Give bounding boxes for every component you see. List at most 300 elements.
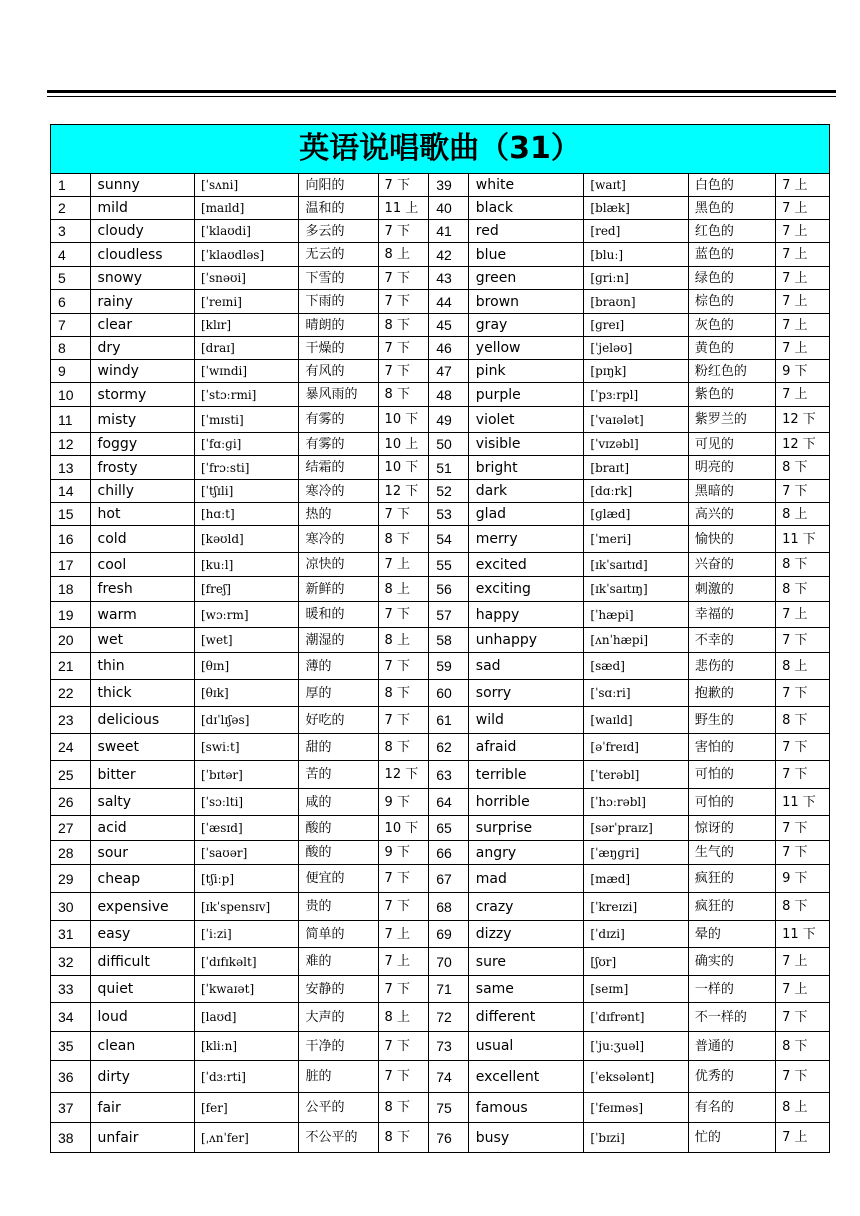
right-grade-cell: 7 下 bbox=[776, 1061, 830, 1093]
right-meaning-cell: 红色的 bbox=[688, 220, 775, 243]
right-grade-cell: 8 上 bbox=[776, 653, 830, 680]
right-word-cell: famous bbox=[468, 1093, 584, 1123]
right-grade-cell: 7 上 bbox=[776, 383, 830, 407]
right-grade-cell: 7 下 bbox=[776, 680, 830, 707]
right-index-cell: 49 bbox=[429, 407, 469, 433]
left-index-cell: 38 bbox=[51, 1123, 91, 1153]
left-phonetic-cell: [ˈsɔːlti] bbox=[195, 789, 299, 816]
table-row bbox=[51, 734, 830, 761]
left-phonetic-cell: [laʊd] bbox=[195, 1003, 299, 1032]
left-index-cell: 8 bbox=[51, 337, 91, 360]
left-index-cell: 31 bbox=[51, 921, 91, 948]
left-word-cell: loud bbox=[90, 1003, 194, 1032]
right-phonetic-cell: [ˈpɜːrpl] bbox=[584, 383, 688, 407]
left-phonetic-cell: [swiːt] bbox=[195, 734, 299, 761]
left-grade-cell: 7 下 bbox=[378, 267, 429, 290]
left-grade-cell: 7 下 bbox=[378, 1032, 429, 1061]
table-row bbox=[51, 290, 830, 314]
right-meaning-cell: 蓝色的 bbox=[688, 243, 775, 267]
left-word-cell: delicious bbox=[90, 707, 194, 734]
left-word-cell: snowy bbox=[90, 267, 194, 290]
right-index-cell: 67 bbox=[429, 865, 469, 893]
right-index-cell: 50 bbox=[429, 433, 469, 456]
left-word-cell: wet bbox=[90, 628, 194, 653]
left-grade-cell: 8 下 bbox=[378, 383, 429, 407]
right-index-cell: 54 bbox=[429, 526, 469, 553]
left-phonetic-cell: [kliːn] bbox=[195, 1032, 299, 1061]
header-rule-thick bbox=[47, 90, 836, 93]
left-phonetic-cell: [tʃiːp] bbox=[195, 865, 299, 893]
right-word-cell: sorry bbox=[468, 680, 584, 707]
right-word-cell: exciting bbox=[468, 577, 584, 602]
left-word-cell: sour bbox=[90, 841, 194, 865]
left-grade-cell: 8 下 bbox=[378, 1123, 429, 1153]
right-index-cell: 52 bbox=[429, 480, 469, 503]
table-row bbox=[51, 707, 830, 734]
table-row bbox=[51, 383, 830, 407]
right-phonetic-cell: [braɪt] bbox=[584, 456, 688, 480]
left-index-cell: 16 bbox=[51, 526, 91, 553]
table-row bbox=[51, 893, 830, 921]
right-phonetic-cell: [ˈhɔːrəbl] bbox=[584, 789, 688, 816]
table-row bbox=[51, 948, 830, 976]
page-title: 英语说唱歌曲（31） bbox=[51, 125, 830, 174]
left-phonetic-cell: [ˈklaʊdi] bbox=[195, 220, 299, 243]
right-meaning-cell: 粉红色的 bbox=[688, 360, 775, 383]
right-phonetic-cell: [waɪt] bbox=[584, 174, 688, 197]
right-index-cell: 46 bbox=[429, 337, 469, 360]
right-meaning-cell: 黑色的 bbox=[688, 197, 775, 220]
right-phonetic-cell: [ˈdɪzi] bbox=[584, 921, 688, 948]
left-phonetic-cell: [ˌʌnˈfer] bbox=[195, 1123, 299, 1153]
right-phonetic-cell: [ʃʊr] bbox=[584, 948, 688, 976]
right-phonetic-cell: [ˈsɑːri] bbox=[584, 680, 688, 707]
right-meaning-cell: 高兴的 bbox=[688, 503, 775, 526]
left-phonetic-cell: [kuːl] bbox=[195, 553, 299, 577]
left-index-cell: 1 bbox=[51, 174, 91, 197]
left-index-cell: 34 bbox=[51, 1003, 91, 1032]
left-meaning-cell: 大声的 bbox=[299, 1003, 378, 1032]
left-phonetic-cell: [klɪr] bbox=[195, 314, 299, 337]
right-word-cell: afraid bbox=[468, 734, 584, 761]
left-meaning-cell: 脏的 bbox=[299, 1061, 378, 1093]
right-meaning-cell: 明亮的 bbox=[688, 456, 775, 480]
left-word-cell: cold bbox=[90, 526, 194, 553]
left-word-cell: mild bbox=[90, 197, 194, 220]
table-row bbox=[51, 526, 830, 553]
left-index-cell: 22 bbox=[51, 680, 91, 707]
left-grade-cell: 10 下 bbox=[378, 456, 429, 480]
left-grade-cell: 7 下 bbox=[378, 707, 429, 734]
right-word-cell: purple bbox=[468, 383, 584, 407]
right-word-cell: green bbox=[468, 267, 584, 290]
left-meaning-cell: 厚的 bbox=[299, 680, 378, 707]
table-row bbox=[51, 243, 830, 267]
right-word-cell: horrible bbox=[468, 789, 584, 816]
right-grade-cell: 9 下 bbox=[776, 865, 830, 893]
left-word-cell: rainy bbox=[90, 290, 194, 314]
left-phonetic-cell: [θɪn] bbox=[195, 653, 299, 680]
right-index-cell: 48 bbox=[429, 383, 469, 407]
right-index-cell: 59 bbox=[429, 653, 469, 680]
right-phonetic-cell: [ɡreɪ] bbox=[584, 314, 688, 337]
right-grade-cell: 8 下 bbox=[776, 577, 830, 602]
right-meaning-cell: 黄色的 bbox=[688, 337, 775, 360]
right-word-cell: red bbox=[468, 220, 584, 243]
left-word-cell: expensive bbox=[90, 893, 194, 921]
right-index-cell: 72 bbox=[429, 1003, 469, 1032]
left-meaning-cell: 简单的 bbox=[299, 921, 378, 948]
left-phonetic-cell: [θɪk] bbox=[195, 680, 299, 707]
left-phonetic-cell: [ˈdɪfɪkəlt] bbox=[195, 948, 299, 976]
right-word-cell: sad bbox=[468, 653, 584, 680]
right-grade-cell: 7 上 bbox=[776, 976, 830, 1003]
left-word-cell: thick bbox=[90, 680, 194, 707]
right-grade-cell: 7 上 bbox=[776, 602, 830, 628]
right-index-cell: 55 bbox=[429, 553, 469, 577]
right-grade-cell: 7 上 bbox=[776, 1123, 830, 1153]
table-row bbox=[51, 503, 830, 526]
left-word-cell: cool bbox=[90, 553, 194, 577]
left-index-cell: 23 bbox=[51, 707, 91, 734]
table-row bbox=[51, 456, 830, 480]
right-meaning-cell: 白色的 bbox=[688, 174, 775, 197]
right-phonetic-cell: [sæd] bbox=[584, 653, 688, 680]
left-index-cell: 26 bbox=[51, 789, 91, 816]
left-grade-cell: 7 下 bbox=[378, 220, 429, 243]
table-row bbox=[51, 314, 830, 337]
right-word-cell: happy bbox=[468, 602, 584, 628]
right-grade-cell: 7 下 bbox=[776, 628, 830, 653]
left-phonetic-cell: [maɪld] bbox=[195, 197, 299, 220]
left-phonetic-cell: [ˈmɪsti] bbox=[195, 407, 299, 433]
right-meaning-cell: 晕的 bbox=[688, 921, 775, 948]
left-grade-cell: 7 上 bbox=[378, 553, 429, 577]
table-row bbox=[51, 1061, 830, 1093]
left-phonetic-cell: [ɪkˈspensɪv] bbox=[195, 893, 299, 921]
right-index-cell: 51 bbox=[429, 456, 469, 480]
right-grade-cell: 11 下 bbox=[776, 526, 830, 553]
right-meaning-cell: 可怕的 bbox=[688, 761, 775, 789]
left-meaning-cell: 有雾的 bbox=[299, 407, 378, 433]
left-phonetic-cell: [wɔːrm] bbox=[195, 602, 299, 628]
right-word-cell: brown bbox=[468, 290, 584, 314]
right-word-cell: unhappy bbox=[468, 628, 584, 653]
left-grade-cell: 8 下 bbox=[378, 734, 429, 761]
left-index-cell: 30 bbox=[51, 893, 91, 921]
left-index-cell: 27 bbox=[51, 816, 91, 841]
right-grade-cell: 11 下 bbox=[776, 921, 830, 948]
right-grade-cell: 12 下 bbox=[776, 433, 830, 456]
left-phonetic-cell: [wet] bbox=[195, 628, 299, 653]
right-grade-cell: 8 下 bbox=[776, 456, 830, 480]
left-phonetic-cell: [freʃ] bbox=[195, 577, 299, 602]
left-grade-cell: 7 下 bbox=[378, 865, 429, 893]
right-meaning-cell: 棕色的 bbox=[688, 290, 775, 314]
left-grade-cell: 10 下 bbox=[378, 407, 429, 433]
right-meaning-cell: 惊讶的 bbox=[688, 816, 775, 841]
left-grade-cell: 8 下 bbox=[378, 680, 429, 707]
left-meaning-cell: 难的 bbox=[299, 948, 378, 976]
right-meaning-cell: 疯狂的 bbox=[688, 893, 775, 921]
left-meaning-cell: 结霜的 bbox=[299, 456, 378, 480]
right-phonetic-cell: [mæd] bbox=[584, 865, 688, 893]
right-word-cell: dizzy bbox=[468, 921, 584, 948]
right-meaning-cell: 优秀的 bbox=[688, 1061, 775, 1093]
right-phonetic-cell: [ˈvɪzəbl] bbox=[584, 433, 688, 456]
left-grade-cell: 7 下 bbox=[378, 503, 429, 526]
right-index-cell: 47 bbox=[429, 360, 469, 383]
left-grade-cell: 8 上 bbox=[378, 1003, 429, 1032]
left-grade-cell: 10 上 bbox=[378, 433, 429, 456]
right-phonetic-cell: [ˈjeləʊ] bbox=[584, 337, 688, 360]
right-phonetic-cell: [bluː] bbox=[584, 243, 688, 267]
left-grade-cell: 7 上 bbox=[378, 921, 429, 948]
table-row bbox=[51, 841, 830, 865]
left-grade-cell: 12 下 bbox=[378, 480, 429, 503]
left-index-cell: 17 bbox=[51, 553, 91, 577]
left-index-cell: 37 bbox=[51, 1093, 91, 1123]
right-grade-cell: 8 下 bbox=[776, 1032, 830, 1061]
right-word-cell: dark bbox=[468, 480, 584, 503]
right-index-cell: 45 bbox=[429, 314, 469, 337]
left-index-cell: 15 bbox=[51, 503, 91, 526]
left-grade-cell: 7 下 bbox=[378, 337, 429, 360]
right-phonetic-cell: [ˈfeɪməs] bbox=[584, 1093, 688, 1123]
left-meaning-cell: 安静的 bbox=[299, 976, 378, 1003]
right-word-cell: glad bbox=[468, 503, 584, 526]
table-row bbox=[51, 553, 830, 577]
left-meaning-cell: 贵的 bbox=[299, 893, 378, 921]
right-phonetic-cell: [ˈterəbl] bbox=[584, 761, 688, 789]
left-meaning-cell: 酸的 bbox=[299, 816, 378, 841]
left-grade-cell: 8 上 bbox=[378, 628, 429, 653]
right-meaning-cell: 忙的 bbox=[688, 1123, 775, 1153]
right-phonetic-cell: [ˈbɪzi] bbox=[584, 1123, 688, 1153]
left-phonetic-cell: [ˈsaʊər] bbox=[195, 841, 299, 865]
left-meaning-cell: 咸的 bbox=[299, 789, 378, 816]
left-index-cell: 5 bbox=[51, 267, 91, 290]
right-meaning-cell: 确实的 bbox=[688, 948, 775, 976]
left-phonetic-cell: [ˈklaʊdləs] bbox=[195, 243, 299, 267]
left-phonetic-cell: [ˈkwaɪət] bbox=[195, 976, 299, 1003]
table-row bbox=[51, 407, 830, 433]
left-meaning-cell: 有风的 bbox=[299, 360, 378, 383]
right-index-cell: 73 bbox=[429, 1032, 469, 1061]
right-grade-cell: 8 下 bbox=[776, 553, 830, 577]
left-meaning-cell: 薄的 bbox=[299, 653, 378, 680]
right-index-cell: 61 bbox=[429, 707, 469, 734]
right-meaning-cell: 可见的 bbox=[688, 433, 775, 456]
right-index-cell: 66 bbox=[429, 841, 469, 865]
left-word-cell: chilly bbox=[90, 480, 194, 503]
right-grade-cell: 9 下 bbox=[776, 360, 830, 383]
right-phonetic-cell: [pɪŋk] bbox=[584, 360, 688, 383]
right-phonetic-cell: [ˈmeri] bbox=[584, 526, 688, 553]
right-word-cell: same bbox=[468, 976, 584, 1003]
right-phonetic-cell: [ˈeksələnt] bbox=[584, 1061, 688, 1093]
left-grade-cell: 7 下 bbox=[378, 174, 429, 197]
table-row bbox=[51, 789, 830, 816]
left-index-cell: 20 bbox=[51, 628, 91, 653]
table-row bbox=[51, 267, 830, 290]
left-meaning-cell: 有雾的 bbox=[299, 433, 378, 456]
left-index-cell: 24 bbox=[51, 734, 91, 761]
right-word-cell: yellow bbox=[468, 337, 584, 360]
right-meaning-cell: 不一样的 bbox=[688, 1003, 775, 1032]
right-word-cell: bright bbox=[468, 456, 584, 480]
left-meaning-cell: 下雨的 bbox=[299, 290, 378, 314]
right-phonetic-cell: [red] bbox=[584, 220, 688, 243]
right-index-cell: 40 bbox=[429, 197, 469, 220]
left-phonetic-cell: [fer] bbox=[195, 1093, 299, 1123]
left-meaning-cell: 向阳的 bbox=[299, 174, 378, 197]
left-word-cell: hot bbox=[90, 503, 194, 526]
right-grade-cell: 11 下 bbox=[776, 789, 830, 816]
right-meaning-cell: 一样的 bbox=[688, 976, 775, 1003]
right-meaning-cell: 幸福的 bbox=[688, 602, 775, 628]
table-row bbox=[51, 220, 830, 243]
right-word-cell: wild bbox=[468, 707, 584, 734]
right-grade-cell: 7 上 bbox=[776, 197, 830, 220]
right-index-cell: 58 bbox=[429, 628, 469, 653]
left-phonetic-cell: [ˈfrɔːsti] bbox=[195, 456, 299, 480]
left-word-cell: difficult bbox=[90, 948, 194, 976]
left-meaning-cell: 热的 bbox=[299, 503, 378, 526]
right-grade-cell: 8 上 bbox=[776, 1093, 830, 1123]
right-word-cell: different bbox=[468, 1003, 584, 1032]
right-word-cell: gray bbox=[468, 314, 584, 337]
right-meaning-cell: 黑暗的 bbox=[688, 480, 775, 503]
right-meaning-cell: 野生的 bbox=[688, 707, 775, 734]
left-word-cell: sweet bbox=[90, 734, 194, 761]
right-word-cell: excited bbox=[468, 553, 584, 577]
left-grade-cell: 7 下 bbox=[378, 602, 429, 628]
right-index-cell: 53 bbox=[429, 503, 469, 526]
right-phonetic-cell: [ɪkˈsaɪtɪd] bbox=[584, 553, 688, 577]
left-index-cell: 35 bbox=[51, 1032, 91, 1061]
right-grade-cell: 7 上 bbox=[776, 337, 830, 360]
right-phonetic-cell: [seɪm] bbox=[584, 976, 688, 1003]
right-word-cell: merry bbox=[468, 526, 584, 553]
title-row bbox=[51, 125, 830, 174]
right-meaning-cell: 可怕的 bbox=[688, 789, 775, 816]
right-phonetic-cell: [ˈæŋɡri] bbox=[584, 841, 688, 865]
left-index-cell: 21 bbox=[51, 653, 91, 680]
right-phonetic-cell: [ˈhæpi] bbox=[584, 602, 688, 628]
left-index-cell: 10 bbox=[51, 383, 91, 407]
left-meaning-cell: 公平的 bbox=[299, 1093, 378, 1123]
left-index-cell: 33 bbox=[51, 976, 91, 1003]
left-word-cell: bitter bbox=[90, 761, 194, 789]
right-phonetic-cell: [ˈvaɪələt] bbox=[584, 407, 688, 433]
table-row bbox=[51, 761, 830, 789]
right-phonetic-cell: [ɡlæd] bbox=[584, 503, 688, 526]
right-word-cell: sure bbox=[468, 948, 584, 976]
right-index-cell: 68 bbox=[429, 893, 469, 921]
left-index-cell: 7 bbox=[51, 314, 91, 337]
right-word-cell: terrible bbox=[468, 761, 584, 789]
left-word-cell: fresh bbox=[90, 577, 194, 602]
right-index-cell: 57 bbox=[429, 602, 469, 628]
right-meaning-cell: 愉快的 bbox=[688, 526, 775, 553]
table-row bbox=[51, 628, 830, 653]
right-word-cell: black bbox=[468, 197, 584, 220]
right-index-cell: 65 bbox=[429, 816, 469, 841]
right-meaning-cell: 绿色的 bbox=[688, 267, 775, 290]
table-row bbox=[51, 174, 830, 197]
left-index-cell: 6 bbox=[51, 290, 91, 314]
right-grade-cell: 7 上 bbox=[776, 948, 830, 976]
right-grade-cell: 7 下 bbox=[776, 761, 830, 789]
right-phonetic-cell: [blæk] bbox=[584, 197, 688, 220]
left-meaning-cell: 不公平的 bbox=[299, 1123, 378, 1153]
left-word-cell: unfair bbox=[90, 1123, 194, 1153]
right-index-cell: 70 bbox=[429, 948, 469, 976]
right-index-cell: 42 bbox=[429, 243, 469, 267]
right-grade-cell: 7 上 bbox=[776, 267, 830, 290]
right-phonetic-cell: [əˈfreɪd] bbox=[584, 734, 688, 761]
left-index-cell: 36 bbox=[51, 1061, 91, 1093]
right-index-cell: 74 bbox=[429, 1061, 469, 1093]
right-word-cell: visible bbox=[468, 433, 584, 456]
left-index-cell: 25 bbox=[51, 761, 91, 789]
left-index-cell: 12 bbox=[51, 433, 91, 456]
left-word-cell: clear bbox=[90, 314, 194, 337]
right-word-cell: surprise bbox=[468, 816, 584, 841]
left-word-cell: quiet bbox=[90, 976, 194, 1003]
right-index-cell: 39 bbox=[429, 174, 469, 197]
right-word-cell: blue bbox=[468, 243, 584, 267]
table-row bbox=[51, 653, 830, 680]
table-row bbox=[51, 1093, 830, 1123]
left-word-cell: acid bbox=[90, 816, 194, 841]
right-index-cell: 44 bbox=[429, 290, 469, 314]
right-index-cell: 75 bbox=[429, 1093, 469, 1123]
left-grade-cell: 8 下 bbox=[378, 1093, 429, 1123]
right-grade-cell: 7 下 bbox=[776, 734, 830, 761]
left-index-cell: 3 bbox=[51, 220, 91, 243]
table-row bbox=[51, 433, 830, 456]
right-phonetic-cell: [sərˈpraɪz] bbox=[584, 816, 688, 841]
right-meaning-cell: 抱歉的 bbox=[688, 680, 775, 707]
left-word-cell: misty bbox=[90, 407, 194, 433]
right-phonetic-cell: [ɪkˈsaɪtɪŋ] bbox=[584, 577, 688, 602]
left-word-cell: windy bbox=[90, 360, 194, 383]
right-word-cell: violet bbox=[468, 407, 584, 433]
left-meaning-cell: 好吃的 bbox=[299, 707, 378, 734]
right-index-cell: 60 bbox=[429, 680, 469, 707]
right-word-cell: pink bbox=[468, 360, 584, 383]
left-word-cell: cheap bbox=[90, 865, 194, 893]
right-phonetic-cell: [dɑːrk] bbox=[584, 480, 688, 503]
right-meaning-cell: 生气的 bbox=[688, 841, 775, 865]
left-grade-cell: 7 上 bbox=[378, 948, 429, 976]
left-grade-cell: 11 上 bbox=[378, 197, 429, 220]
left-phonetic-cell: [ˈreɪni] bbox=[195, 290, 299, 314]
right-grade-cell: 7 下 bbox=[776, 816, 830, 841]
right-meaning-cell: 不幸的 bbox=[688, 628, 775, 653]
right-index-cell: 76 bbox=[429, 1123, 469, 1153]
left-grade-cell: 7 下 bbox=[378, 653, 429, 680]
right-grade-cell: 7 下 bbox=[776, 841, 830, 865]
left-grade-cell: 7 下 bbox=[378, 893, 429, 921]
right-meaning-cell: 灰色的 bbox=[688, 314, 775, 337]
left-meaning-cell: 甜的 bbox=[299, 734, 378, 761]
right-index-cell: 56 bbox=[429, 577, 469, 602]
left-phonetic-cell: [dɪˈlɪʃəs] bbox=[195, 707, 299, 734]
left-word-cell: cloudless bbox=[90, 243, 194, 267]
